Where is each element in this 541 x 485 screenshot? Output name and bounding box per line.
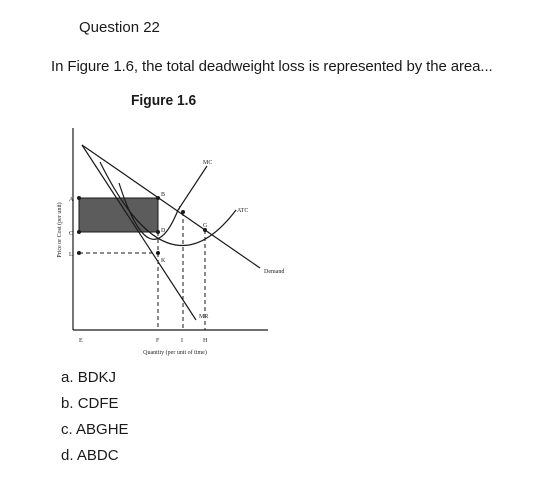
- question-title: Question 22: [79, 19, 160, 36]
- point-b: [156, 196, 160, 200]
- point-j: [181, 210, 185, 214]
- option-a-letter: a.: [61, 369, 74, 386]
- label-l: L: [69, 252, 73, 258]
- label-g: G: [203, 223, 208, 229]
- option-d[interactable]: [61, 443, 129, 469]
- option-b-letter: b.: [61, 395, 74, 412]
- label-i: I: [181, 338, 183, 344]
- label-f: F: [156, 338, 160, 344]
- option-b-text: CDFE: [77, 395, 119, 412]
- label-a: A: [69, 197, 74, 203]
- option-a-text: BDKJ: [77, 369, 117, 386]
- label-atc: ATC: [237, 208, 249, 214]
- question-prompt: In Figure 1.6, the total deadweight loss is represented by the area...: [51, 58, 493, 75]
- label-demand: Demand: [264, 269, 285, 275]
- option-c-letter: c.: [61, 421, 73, 438]
- y-axis-label: Price or Cost (per unit): [57, 202, 63, 258]
- label-k: K: [161, 258, 166, 264]
- option-b[interactable]: [61, 391, 129, 417]
- point-c: [77, 230, 81, 234]
- label-b: B: [161, 192, 166, 198]
- figure-title: Figure 1.6: [131, 92, 197, 109]
- option-d-text: ABDC: [76, 447, 119, 464]
- answer-options: [61, 365, 129, 469]
- x-axis-label: Quantity (per unit of time): [143, 350, 207, 356]
- label-d: D: [161, 228, 166, 234]
- point-d: [156, 230, 160, 234]
- option-d-letter: d.: [61, 447, 74, 464]
- option-c[interactable]: [61, 417, 129, 443]
- label-j: J: [178, 206, 181, 212]
- point-k: [156, 251, 160, 255]
- point-a: [77, 196, 81, 200]
- shaded-area-abdc: [79, 198, 158, 232]
- option-c-text: ABGHE: [76, 421, 129, 438]
- label-mr: MR: [199, 314, 209, 320]
- option-a[interactable]: [61, 365, 129, 391]
- label-h: H: [203, 338, 208, 344]
- label-mc: MC: [203, 160, 213, 166]
- label-c: C: [69, 231, 74, 237]
- point-l: [77, 251, 81, 255]
- label-e: E: [79, 338, 83, 344]
